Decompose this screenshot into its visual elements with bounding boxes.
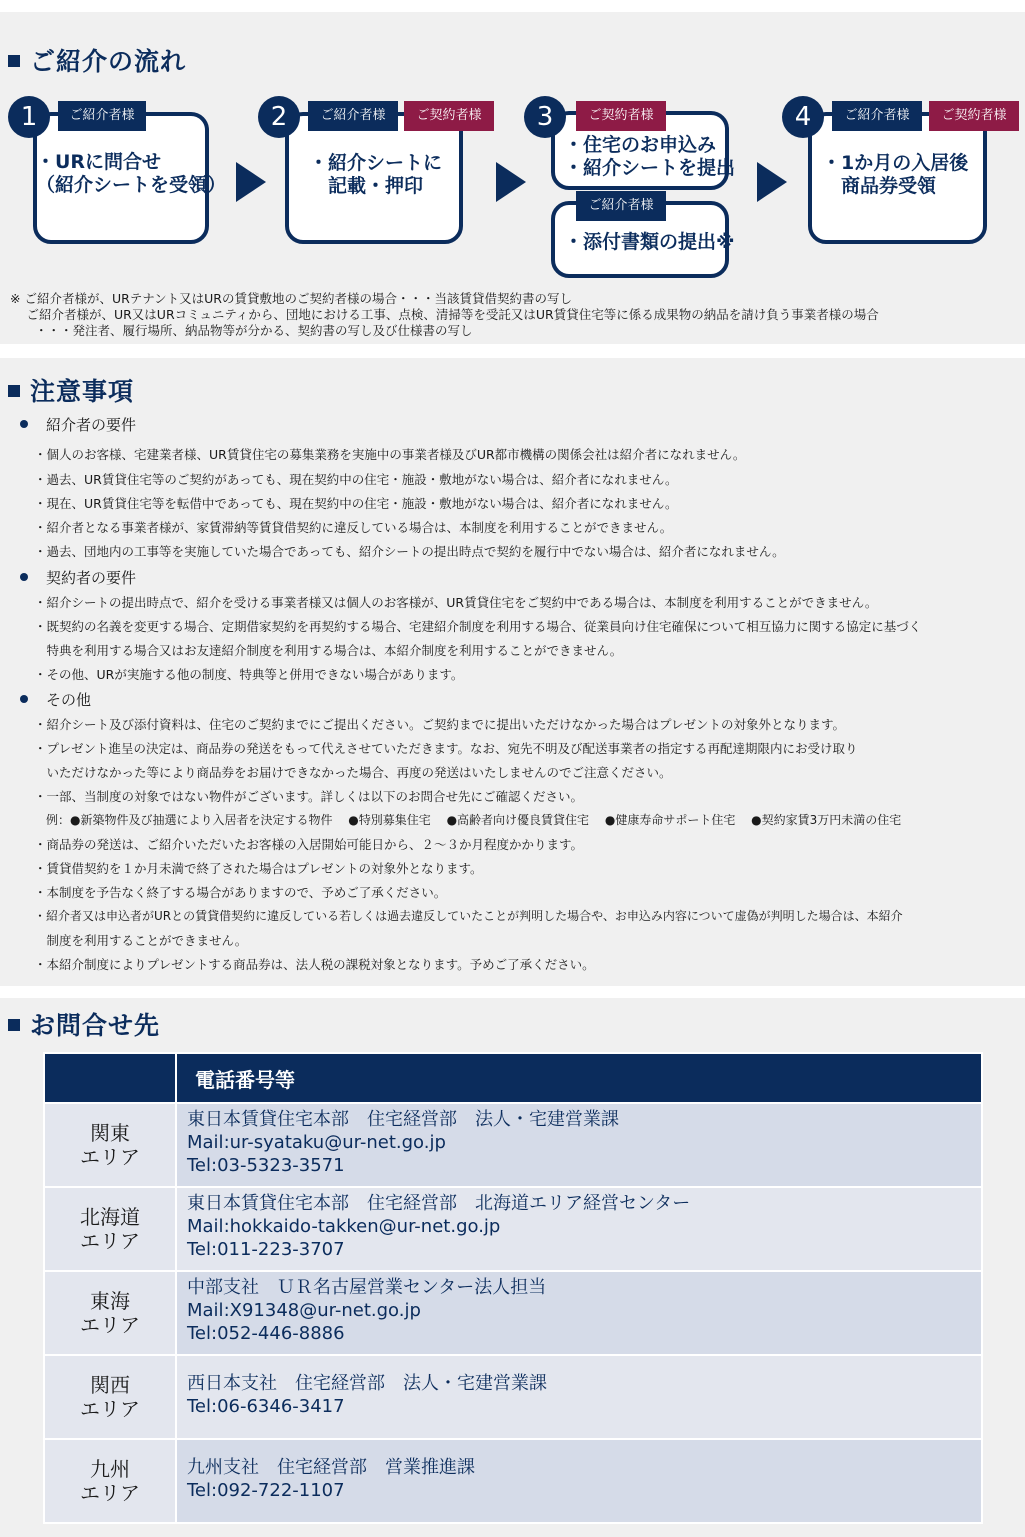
contact-table [43,1052,983,1524]
step-2-text: ・紹介シートに 記載・押印 [309,152,443,197]
step-2-number: 2 [258,96,300,138]
area-cell: 関東 エリア [44,1103,176,1187]
step-1-text: ・URに問合せ （紹介シートを受領） [36,151,227,196]
step-3-introducer-tag: ご紹介者様 [576,191,666,221]
contact-info [176,1187,982,1271]
table-row [44,1439,982,1523]
table-row [44,1271,982,1355]
step-2-introducer-tag: ご紹介者様 [308,101,398,131]
dept: 東日本賃貸住宅本部 住宅経営部 北海道エリア経営センター [187,1193,691,1214]
area-cell: 九州 エリア [44,1439,176,1523]
arrow-2 [496,162,526,202]
square-icon [8,55,20,67]
table-row [44,1103,982,1187]
table-header-phone: 電話番号等 [176,1053,982,1103]
dept: 九州支社 住宅経営部 営業推進課 [187,1457,475,1478]
phone: Tel:06-6346-3417 [187,1396,345,1417]
step-4-number: 4 [782,96,824,138]
square-icon [8,385,20,397]
notice-line: ・プレゼント進呈の決定は、商品券の発送をもって代えさせていただきます。なお、宛先不明及び配送事業者の指定する再配達期限内にお受け取り [34,741,858,756]
group-heading-introducer: 紹介者の要件 [20,414,136,435]
table-row [44,1355,982,1439]
flow-note-3: ・・・発注者、履行場所、納品物等が分かる、契約書の写し及び仕様書の写し [10,323,473,338]
notice-line: ・既契約の名義を変更する場合、定期借家契約を再契約する場合、宅建紹介制度を利用する場合、従業員向け住宅確保について相互協力に関する協定に基づく [34,619,922,634]
notice-line: ・本制度を予告なく終了する場合がありますので、予めご了承ください。 [34,885,447,900]
step-4-contractor-tag: ご契約者様 [929,101,1019,131]
bullet-icon [20,695,28,703]
step-1-introducer-tag: ご紹介者様 [58,101,146,131]
notice-line: ・本紹介制度によりプレゼントする商品券は、法人税の課税対象となります。予めご了承ください。 [34,957,595,972]
mail-link[interactable]: Mail:X91348@ur-net.go.jp [187,1300,421,1321]
group-heading-other: その他 [20,689,91,710]
notice-line: ・現在、UR賃貸住宅等を転借中であっても、現在契約中の住宅・施設・敷地がない場合は、紹介者になれません。 [34,496,678,511]
contact-info [176,1355,982,1439]
flow-title: ご紹介の流れ [8,42,186,78]
area-cell: 関西 エリア [44,1355,176,1439]
notice-line: ・紹介者となる事業者様が、家賃滞納等賃貸借契約に違反している場合は、本制度を利用することができません。 [34,520,673,535]
contact-info [176,1439,982,1523]
area-cell: 北海道 エリア [44,1187,176,1271]
notice-line: ・過去、UR賃貸住宅等のご契約があっても、現在契約中の住宅・施設・敷地がない場合は、紹介者になれません。 [34,472,678,487]
notice-line: 制度を利用することができません。 [34,933,248,948]
notice-line: ・一部、当制度の対象ではない物件がございます。詳しくは以下のお問合せ先にご確認ください。 [34,789,584,804]
notice-line: いただけなかった等により商品券をお届けできなかった場合、再度の発送はいたしませんのでご注意ください。 [34,765,672,780]
notice-line: 特典を利用する場合又はお友達紹介制度を利用する場合は、本紹介制度を利用することができません。 [34,643,623,658]
notice-line: ・紹介シートの提出時点で、紹介を受ける事業者様又は個人のお客様が、UR賃貸住宅をご契約中である場合は、本制度を利用することができません。 [34,595,878,610]
phone: Tel:092-722-1107 [187,1480,345,1501]
step-4-text: ・1か月の入居後 商品券受領 [822,152,969,197]
phone: Tel:052-446-8886 [187,1323,345,1344]
notice-title: 注意事項 [8,372,134,408]
phone: Tel:03-5323-3571 [187,1155,345,1176]
contact-info [176,1271,982,1355]
dept: 西日本支社 住宅経営部 法人・宅建営業課 [187,1373,547,1394]
bullet-icon [20,420,28,428]
notice-line: ・商品券の発送は、ご紹介いただいたお客様の入居開始可能日から、２～３か月程度かかります。 [34,837,584,852]
notice-line: 例：●新築物件及び抽選により入居者を決定する物件 ●特別募集住宅 ●高齢者向け優良賃貸住宅 ●健康寿命サポート住宅 ●契約家賃3万円未満の住宅 [34,813,902,827]
mail-link[interactable]: Mail:ur-syataku@ur-net.go.jp [187,1132,446,1153]
bullet-icon [20,573,28,581]
mail-link[interactable]: Mail:hokkaido-takken@ur-net.go.jp [187,1216,501,1237]
arrow-3 [757,162,787,202]
group-heading-contractor: 契約者の要件 [20,567,136,588]
contact-info [176,1103,982,1187]
flow-note-2: ご紹介者様が、UR又はURコミュニティから、団地における工事、点検、清掃等を受託又はUR賃貸住宅等に係る成果物の納品を請け負う事業者様の場合 [10,307,879,322]
step-4-introducer-tag: ご紹介者様 [832,101,922,131]
notice-line: ・紹介シート及び添付資料は、住宅のご契約までにご提出ください。ご契約までに提出いただけなかった場合はプレゼントの対象外となります。 [34,717,846,732]
step-2-contractor-tag: ご契約者様 [404,101,494,131]
notice-line: ・その他、URが実施する他の制度、特典等と併用できない場合があります。 [34,667,464,682]
step-3-sub-text: ・添付書類の提出※ [564,231,735,253]
area-cell: 東海 エリア [44,1271,176,1355]
phone: Tel:011-223-3707 [187,1239,345,1260]
step-3-text: ・住宅のお申込み ・紹介シートを提出 [564,134,736,179]
notice-line: ・賃貸借契約を１か月未満で終了された場合はプレゼントの対象外となります。 [34,861,483,876]
dept: 中部支社 ＵＲ名古屋営業センター法人担当 [187,1277,547,1298]
notice-line: ・紹介者又は申込者がURとの賃貸借契約に違反している若しくは過去違反していたことが判明した場合や、お申込み内容について虚偽が判明した場合は、本紹介 [34,909,903,923]
flow-note-1: ※ ご紹介者様が、URテナント又はURの賃貸敷地のご契約者様の場合・・・当該賃貸借契約書の写し [10,291,572,306]
arrow-1 [236,162,266,202]
notice-line: ・過去、団地内の工事等を実施していた場合であっても、紹介シートの提出時点で契約を履行中でない場合は、紹介者になれません。 [34,544,785,559]
contact-title: お問合せ先 [8,1006,160,1042]
table-header-blank [44,1053,176,1103]
step-3-number: 3 [524,96,566,138]
table-row [44,1187,982,1271]
step-3-contractor-tag: ご契約者様 [576,101,666,131]
square-icon [8,1019,20,1031]
step-1-number: 1 [8,96,50,138]
dept: 東日本賃貸住宅本部 住宅経営部 法人・宅建営業課 [187,1109,619,1130]
notice-line: ・個人のお客様、宅建業者様、UR賃貸住宅の募集業務を実施中の事業者様及びUR都市機構の関係会社は紹介者になれません。 [34,447,746,462]
